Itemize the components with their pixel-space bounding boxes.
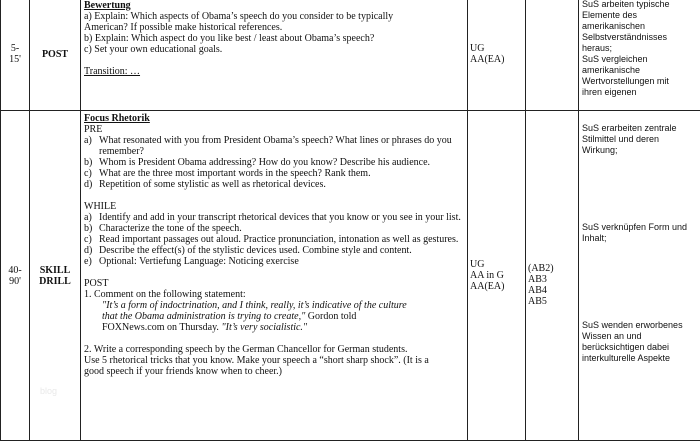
content-cell [81,111,468,441]
goal-line: Wertvorstellungen mit [582,76,700,87]
form-item: AA in G [470,270,525,281]
time-start: 40- [1,265,29,276]
goal-line: heraus; [582,43,700,54]
time-end: 90' [1,276,29,287]
form-item: AA(EA) [470,54,525,65]
social-form-cell [468,0,526,111]
time-start: 5- [1,43,29,54]
list-item: d) Repetition of some stylistic as well as rhetorical devices. [84,179,464,190]
material-item: AB3 [528,274,578,285]
phase-label: POST [42,49,68,60]
goal-line: Selbstverständnisses [582,32,700,43]
phase-label: DRILL [30,276,80,287]
post-task-2: good speech if your friends know when to cheer.) [84,366,464,377]
time-end: 15' [1,54,29,65]
stage-label-while: WHILE [84,201,464,212]
section-heading: Bewertung [84,0,464,11]
goal-group [582,222,700,244]
goal-line: SuS verknüpfen Form und [582,222,700,233]
goal-line: SuS vergleichen [582,54,700,65]
goals-cell [579,111,700,441]
list-item: a) Identify and add in your transcript rhetorical devices that you know or you see in your list. [84,212,464,223]
post-task-1: 1. Comment on the following statement: [84,289,464,300]
transition-line: Transition: … [84,66,464,77]
phase-cell [30,0,81,111]
list-item: c) Read important passages out aloud. Practice pronunciation, intonation as well as gestures. [84,234,464,245]
table-row-post [1,0,700,111]
goal-line: Wissen an und [582,331,700,342]
goal-line: Wirkung; [582,145,700,156]
list-item: b) Whom is President Obama addressing? How do you know? Describe his audience. [84,157,464,168]
goal-group [582,123,700,156]
time-cell [1,111,30,441]
form-item: AA(EA) [470,281,525,292]
post-task-2: Use 5 rhetorical tricks that you know. Make your speech a “short sharp shock”. (It is a [84,355,464,366]
stage-label-pre: PRE [84,124,464,135]
quote-line: FOXNews.com on Thursday. "It’s very socialistic." [84,322,464,333]
social-form-cell [468,111,526,441]
goal-line: amerikanischen [582,21,700,32]
form-item: UG [470,259,525,270]
list-item: a) What resonated with you from President Obama’s speech? What lines or phrases do you remember? [84,135,464,157]
list-item: c) What are the three most important words in the speech? Rank them. [84,168,464,179]
material-item: AB5 [528,296,578,307]
phase-label: SKILL [30,265,80,276]
goal-line: Elemente des [582,10,700,21]
goal-line: berücksichtigen dabei [582,342,700,353]
goal-line: amerikanische [582,65,700,76]
task-line: b) Explain: Which aspect do you like best / least about Obama’s speech? [84,33,464,44]
watermark: blog [40,386,57,397]
materials-cell [526,111,579,441]
list-item: b) Characterize the tone of the speech. [84,223,464,234]
section-heading: Focus Rhetorik [84,113,464,124]
time-cell [1,0,30,111]
goal-line: Stilmittel und deren [582,134,700,145]
quote-line: "It’s a form of indoctrination, and I think, really, it’s indicative of the culture [84,300,464,311]
goal-line: SuS erarbeiten zentrale [582,123,700,134]
table-row-skill-drill [1,111,700,441]
material-item: (AB2) [528,263,578,274]
goal-line: SuS wenden erworbenes [582,320,700,331]
task-line: a) Explain: Which aspects of Obama’s speech do you consider to be typically [84,11,464,22]
quote-line: that the Obama administration is trying to create," Gordon told [84,311,464,322]
materials-cell [526,0,579,111]
stage-label-post: POST [84,278,464,289]
material-item: AB4 [528,285,578,296]
goal-group [582,320,700,364]
goal-line: Inhalt; [582,233,700,244]
list-item: e) Optional: Vertiefung Language: Noticing exercise [84,256,464,267]
task-line: c) Set your own educational goals. [84,44,464,55]
goal-line: SuS arbeiten typische [582,0,700,10]
post-task-2: 2. Write a corresponding speech by the German Chancellor for German students. [84,344,464,355]
task-line: American? If possible make historical references. [84,22,464,33]
goal-line: ihren eigenen [582,87,700,98]
list-item: d) Describe the effect(s) of the stylistic devices used. Combine style and content. [84,245,464,256]
content-cell [81,0,468,111]
goal-line: interkulturelle Aspekte [582,353,700,364]
form-item: UG [470,43,525,54]
goals-cell [579,0,700,111]
